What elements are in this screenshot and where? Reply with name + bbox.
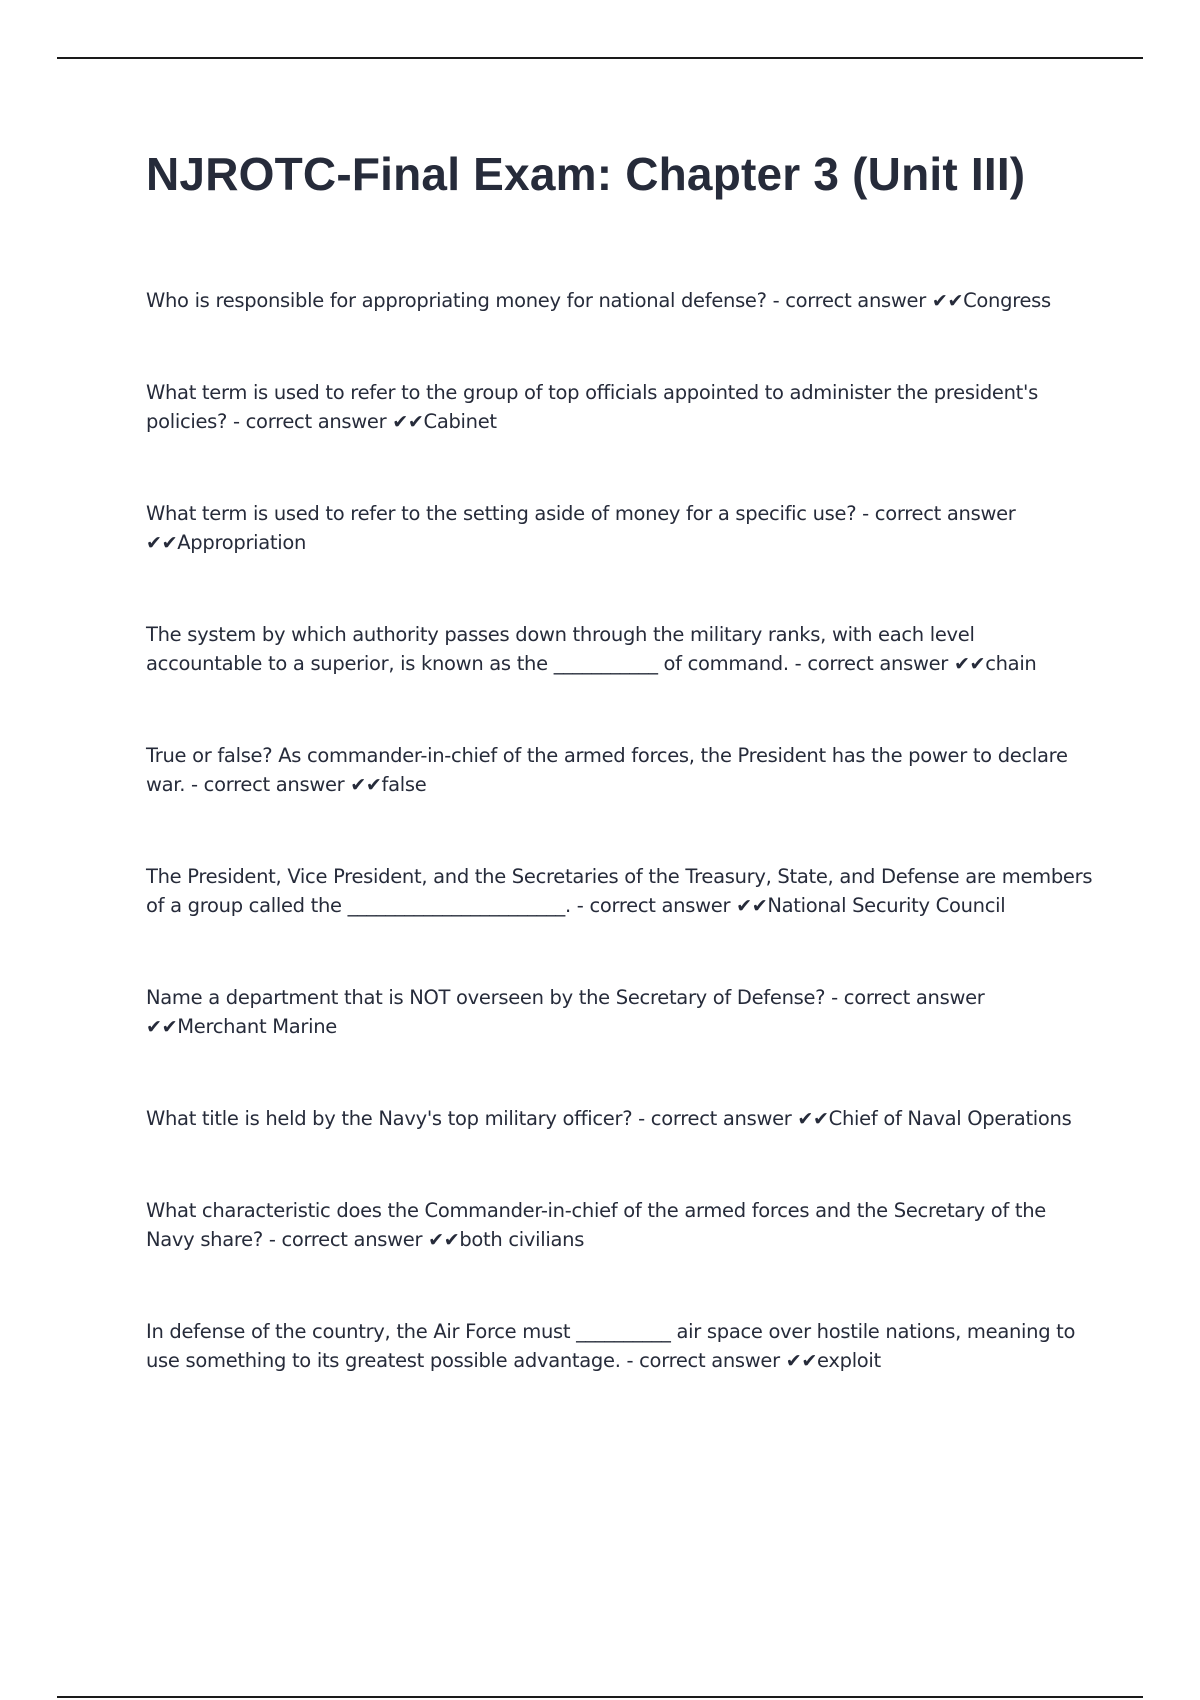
answer-prefix: correct answer bbox=[785, 289, 926, 312]
question-text: Who is responsible for appropriating money for national defense? bbox=[146, 289, 767, 312]
question-text: Name a department that is NOT overseen by the Secretary of Defense? bbox=[146, 986, 826, 1009]
answer-prefix: correct answer bbox=[203, 773, 345, 796]
answer-prefix: correct answer bbox=[874, 502, 1016, 525]
answer-text: exploit bbox=[817, 1349, 881, 1372]
qa-item: The system by which authority passes down through the military ranks, with each level accountable to a superior, is known as the ___________ of command. - correct answer ✔✔chain bbox=[146, 623, 1037, 675]
qa-item: True or false? As commander-in-chief of the armed forces, the President has the power to declare war. - correct answer ✔✔false bbox=[146, 744, 1068, 796]
answer-text: National Security Council bbox=[767, 894, 1006, 917]
qa-item: In defense of the country, the Air Force must __________ air space over hostile nations, meaning to use something to its greatest possible advantage. - correct answer ✔✔exploit bbox=[146, 1320, 1076, 1372]
answer-text: Congress bbox=[963, 289, 1051, 312]
check-marks-icon: ✔✔ bbox=[785, 1350, 818, 1372]
check-marks-icon: ✔✔ bbox=[931, 290, 964, 312]
answer-text: both civilians bbox=[459, 1228, 585, 1251]
document-page bbox=[146, 140, 1096, 1372]
qa-item: The President, Vice President, and the Secretaries of the Treasury, State, and Defense are members of a group called the _______________________. - correct answer ✔✔National Security Council bbox=[146, 865, 1093, 917]
answer-text: chain bbox=[985, 652, 1037, 675]
qa-list bbox=[146, 286, 1096, 1438]
answer-text: Chief of Naval Operations bbox=[828, 1107, 1072, 1130]
question-text: What term is used to refer to the group of top officials appointed to administer the president's policies? bbox=[146, 381, 1038, 433]
answer-text: Appropriation bbox=[177, 531, 307, 554]
check-marks-icon: ✔✔ bbox=[146, 532, 178, 554]
answer-prefix: correct answer bbox=[281, 1228, 423, 1251]
question-text: What term is used to refer to the setting aside of money for a specific use? bbox=[146, 502, 857, 525]
answer-text: false bbox=[381, 773, 427, 796]
qa-item: Who is responsible for appropriating money for national defense? - correct answer ✔✔Congress bbox=[146, 289, 1051, 312]
answer-text: Merchant Marine bbox=[177, 1015, 337, 1038]
qa-item: What characteristic does the Commander-in-chief of the armed forces and the Secretary of the Navy share? - correct answer ✔✔both civilians bbox=[146, 1199, 1046, 1251]
bottom-rule bbox=[57, 1696, 1143, 1698]
qa-item: What term is used to refer to the setting aside of money for a specific use? - correct answer ✔✔Appropriation bbox=[146, 502, 1016, 554]
answer-text: Cabinet bbox=[423, 410, 497, 433]
question-text: The system by which authority passes down through the military ranks, with each level accountable to a superior, is known as the ___________ of command. bbox=[146, 623, 975, 675]
check-marks-icon: ✔✔ bbox=[953, 653, 986, 675]
question-text: True or false? As commander-in-chief of the armed forces, the President has the power to declare war. bbox=[146, 744, 1068, 796]
answer-prefix: correct answer bbox=[639, 1349, 780, 1372]
answer-prefix: correct answer bbox=[807, 652, 949, 675]
top-rule bbox=[57, 57, 1143, 59]
check-marks-icon: ✔✔ bbox=[146, 1016, 178, 1038]
qa-item: What term is used to refer to the group of top officials appointed to administer the president's policies? - correct answer ✔✔Cabinet bbox=[146, 381, 1038, 433]
check-marks-icon: ✔✔ bbox=[736, 895, 768, 917]
check-marks-icon: ✔✔ bbox=[428, 1229, 460, 1251]
qa-item: What title is held by the Navy's top military officer? - correct answer ✔✔Chief of Naval Operations bbox=[146, 1107, 1072, 1130]
page-title: NJROTC-Final Exam: Chapter 3 (Unit III) bbox=[146, 148, 1026, 200]
answer-prefix: correct answer bbox=[245, 410, 387, 433]
question-text: What characteristic does the Commander-in-chief of the armed forces and the Secretary of the Navy share? bbox=[146, 1199, 1046, 1251]
check-marks-icon: ✔✔ bbox=[797, 1108, 829, 1130]
answer-prefix: correct answer bbox=[650, 1107, 792, 1130]
check-marks-icon: ✔✔ bbox=[392, 411, 424, 433]
question-text: The President, Vice President, and the Secretaries of the Treasury, State, and Defense are members of a group called the _______________________. bbox=[146, 865, 1093, 917]
check-marks-icon: ✔✔ bbox=[350, 774, 382, 796]
question-text: In defense of the country, the Air Force must __________ air space over hostile nations, meaning to use something to its greatest possible advantage. bbox=[146, 1320, 1076, 1372]
answer-prefix: correct answer bbox=[843, 986, 985, 1009]
question-text: What title is held by the Navy's top military officer? bbox=[146, 1107, 633, 1130]
answer-prefix: correct answer bbox=[589, 894, 731, 917]
qa-item: Name a department that is NOT overseen by the Secretary of Defense? - correct answer ✔✔Merchant Marine bbox=[146, 986, 985, 1038]
